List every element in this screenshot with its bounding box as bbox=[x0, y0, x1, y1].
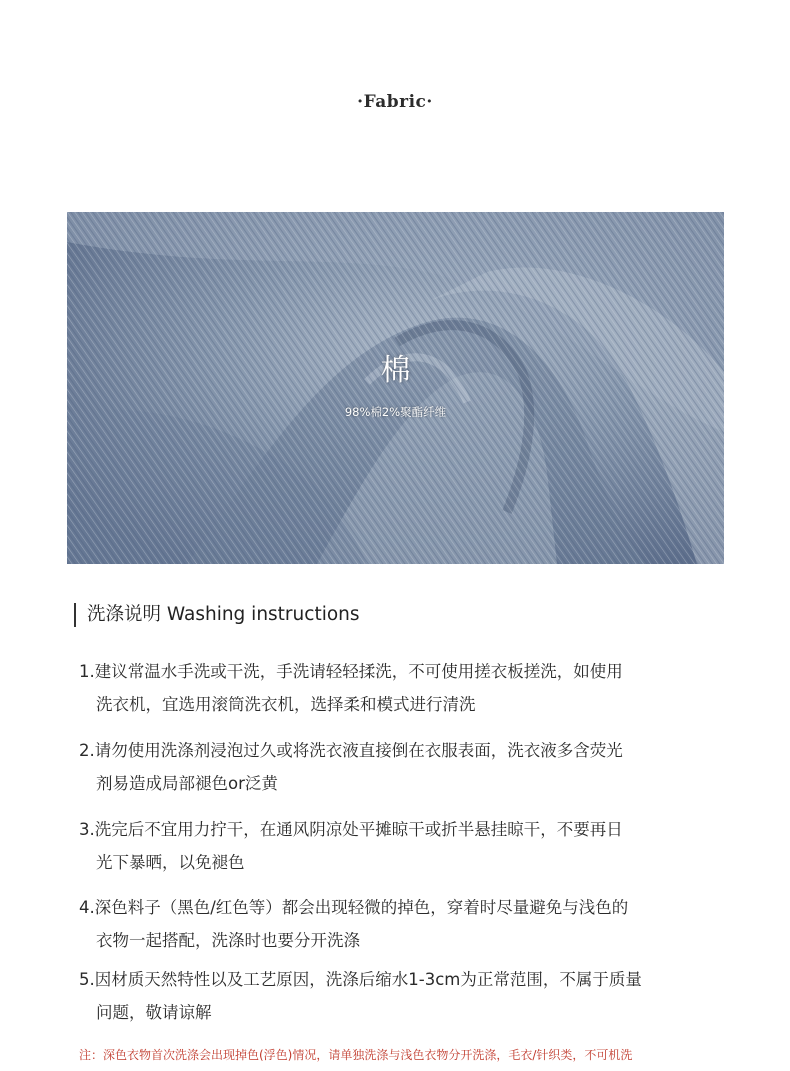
washing-instructions-heading: 洗涤说明 Washing instructions bbox=[74, 603, 360, 627]
denim-fabric-photo bbox=[67, 212, 724, 564]
instruction-line: 剂易造成局部褪色or泛黄 bbox=[96, 774, 278, 793]
fabric-title: ·Fabric· bbox=[357, 92, 433, 112]
instruction-item bbox=[79, 813, 729, 879]
fabric-composition: 98%棉2%聚酯纤维 bbox=[344, 405, 447, 419]
care-note: 注：深色衣物首次洗涤会出现掉色(浮色)情况，请单独洗涤与浅色衣物分开洗涤，毛衣/针织类，不可机洗 bbox=[79, 1048, 633, 1062]
instruction-item bbox=[79, 963, 729, 1029]
instruction-line: 1.建议常温水手洗或干洗，手洗请轻轻揉洗，不可使用搓衣板搓洗，如使用 bbox=[79, 662, 623, 681]
instruction-line: 3.洗完后不宜用力拧干，在通风阴凉处平摊晾干或折半悬挂晾干，不要再日 bbox=[79, 820, 623, 839]
fabric-material-title: 棉 bbox=[380, 353, 411, 388]
instruction-item bbox=[79, 655, 729, 721]
instruction-line: 洗衣机，宜选用滚筒洗衣机，选择柔和模式进行清洗 bbox=[96, 695, 476, 714]
instruction-item bbox=[79, 891, 729, 957]
instruction-item bbox=[79, 734, 729, 800]
instruction-line: 问题，敬请谅解 bbox=[96, 1003, 212, 1022]
instruction-line: 衣物一起搭配，洗涤时也要分开洗涤 bbox=[96, 931, 360, 950]
instruction-line: 4.深色料子（黑色/红色等）都会出现轻微的掉色，穿着时尽量避免与浅色的 bbox=[79, 898, 629, 917]
instruction-line: 光下暴晒，以免褪色 bbox=[96, 853, 245, 872]
instruction-line: 5.因材质天然特性以及工艺原因，洗涤后缩水1-3cm为正常范围，不属于质量 bbox=[79, 970, 642, 989]
instruction-line: 2.请勿使用洗涤剂浸泡过久或将洗衣液直接倒在衣服表面，洗衣液多含荧光 bbox=[79, 741, 623, 760]
